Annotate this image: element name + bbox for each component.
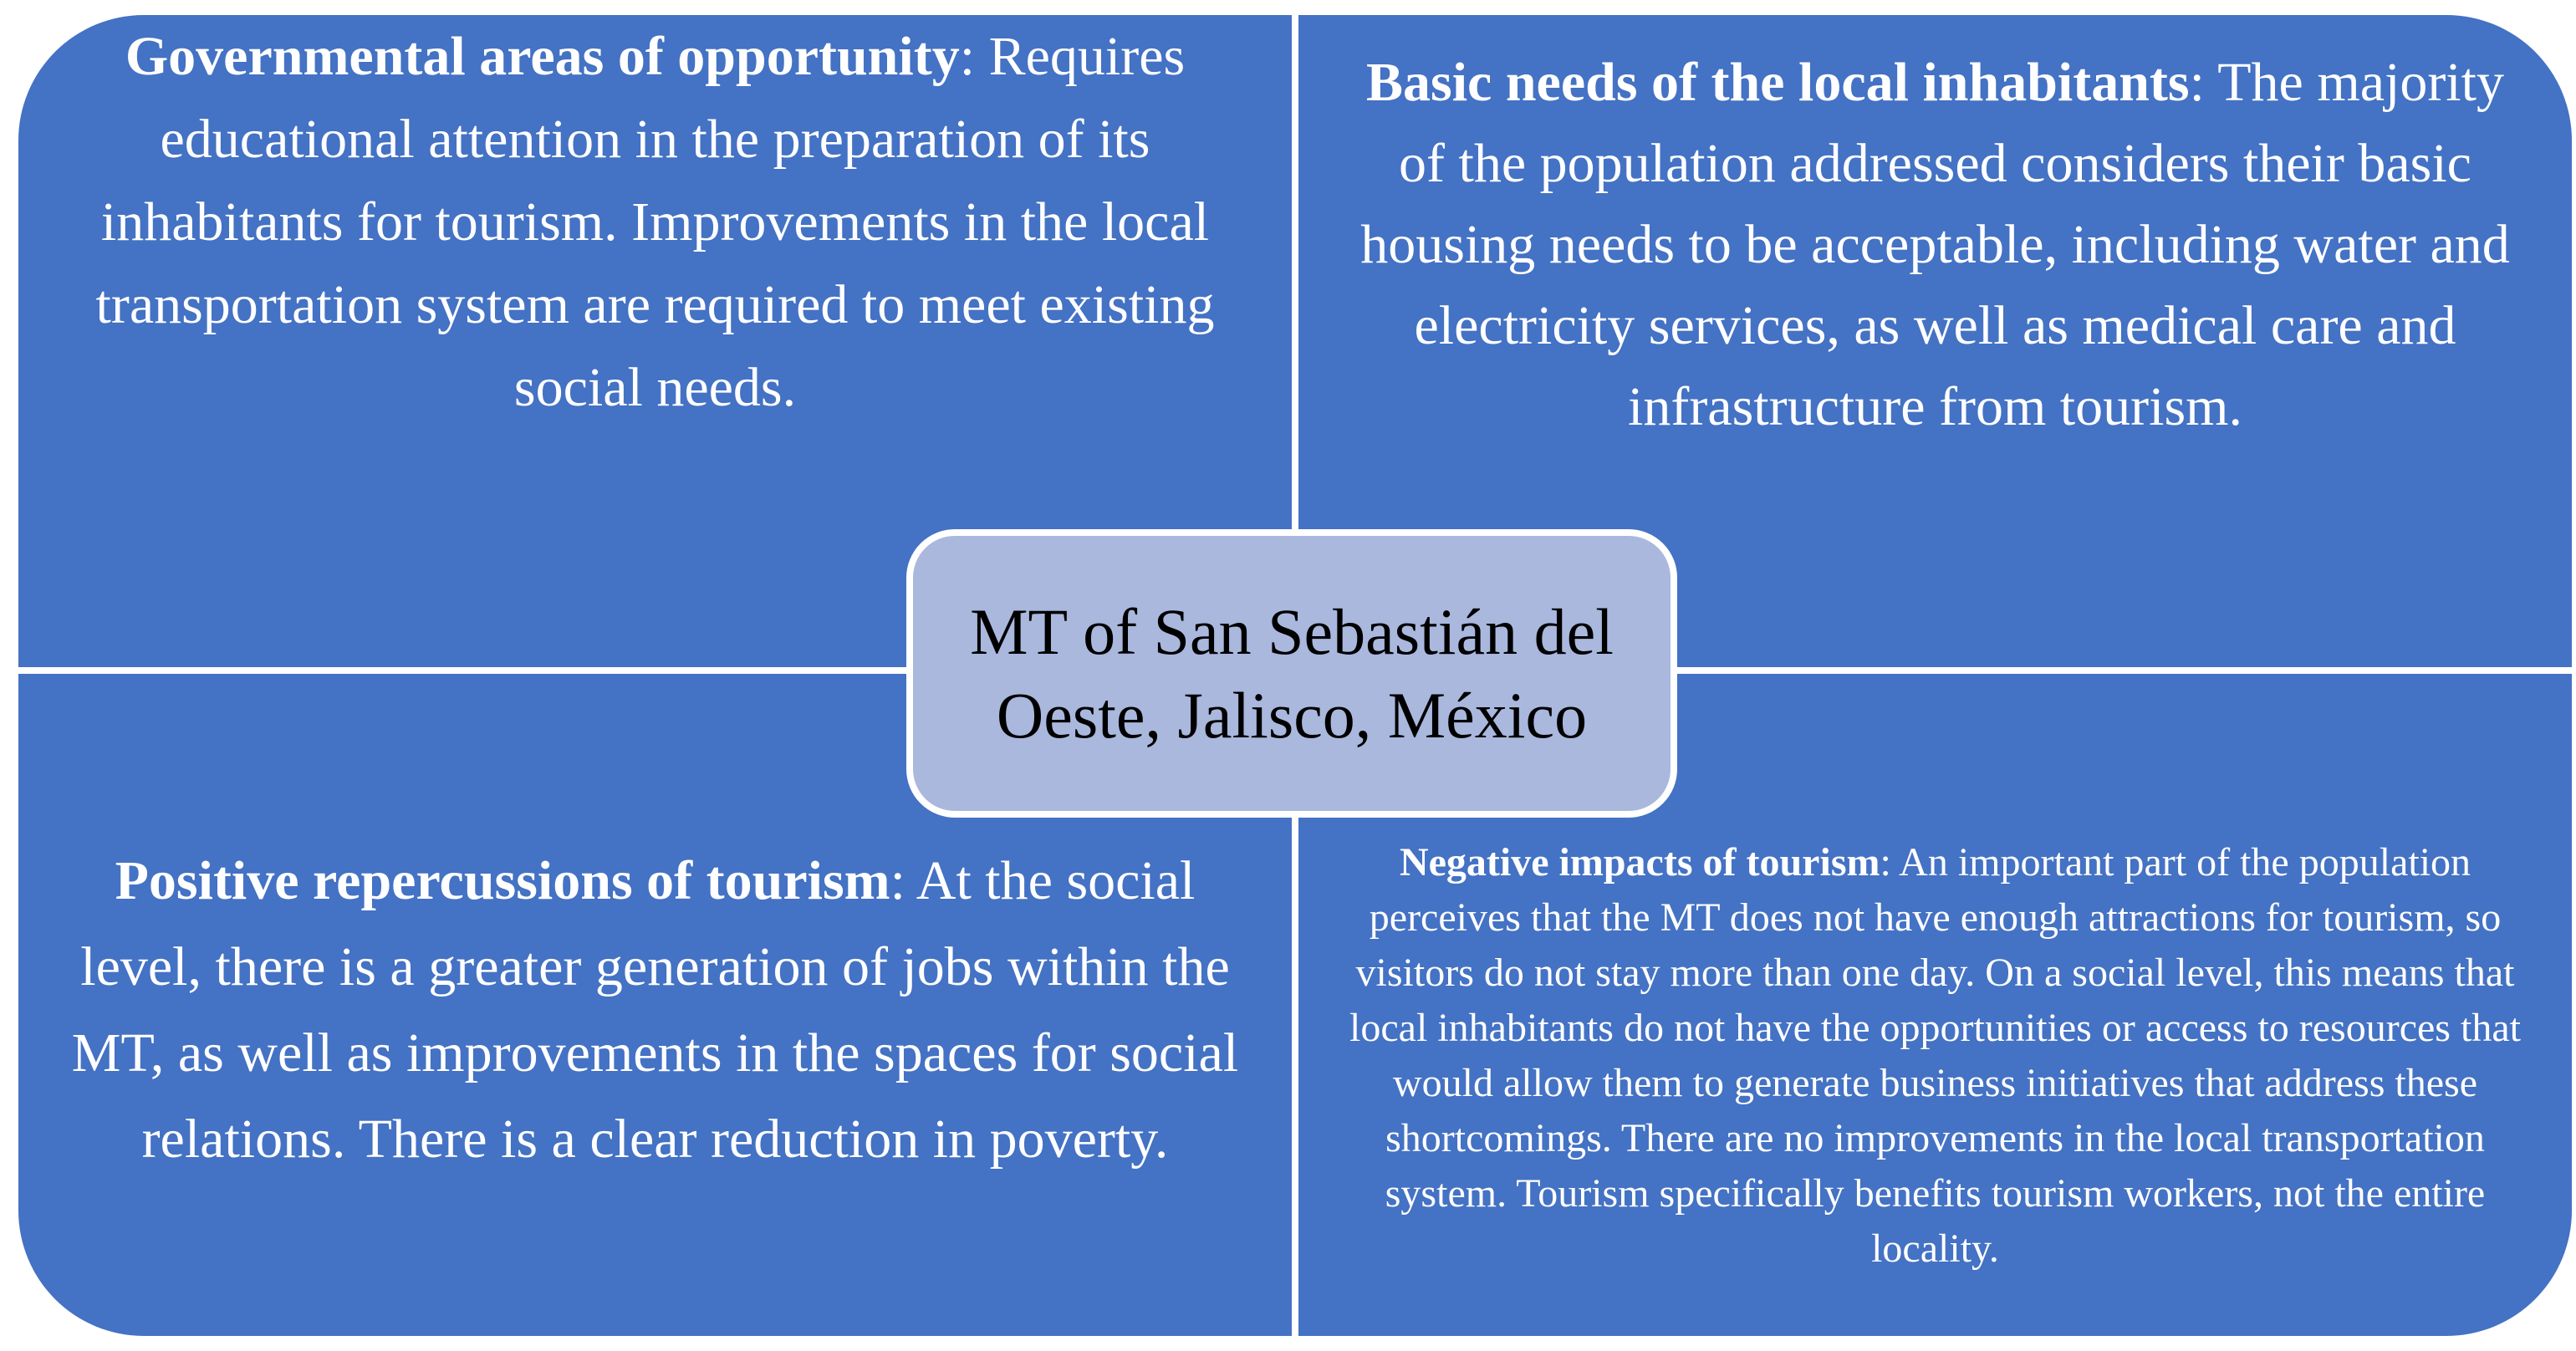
quadrant-text [18,15,1292,429]
center-topic-box [906,529,1677,818]
quadrant-body: The majority of the population addressed considers their basic housing needs to be acceptable, including water and electricity services, as well as medical care and infrastructure from tourism. [1360,52,2510,437]
heading-separator: : [959,26,976,87]
quadrant-heading: Basic needs of the local inhabitants [1366,52,2190,113]
quadrant-heading: Governmental areas of opportunity [125,26,960,87]
quadrant-body: At the social level, there is a greater generation of jobs within the MT, as well as improvements in the spaces for social relations. There is a clear reduction in poverty. [71,850,1239,1170]
heading-separator: : [890,850,905,911]
quadrant-text [18,838,1292,1182]
quadrant-heading: Positive repercussions of tourism [115,850,890,911]
center-topic-label: MT of San Sebastián del Oeste, Jalisco, México [970,594,1614,752]
quadrant-heading: Negative impacts of tourism [1399,840,1880,885]
quadrant-body: Requires educational attention in the preparation of its inhabitants for tourism. Improvements in the local transportation system are required to meet existing social needs. [95,26,1215,418]
quadrant-text [1298,42,2572,447]
quadrant-text [1298,835,2572,1277]
heading-separator: : [1880,840,1891,885]
quadrant-body: An important part of the population perceives that the MT does not have enough attractions for tourism, so visitors do not stay more than one day. On a social level, this means that local inhabitants do not have the opportunities or access to resources that would allow them to generate business initiatives that address these shortcomings. There are no improvements in the local transportation system. Tourism specifically benefits tourism workers, not the entire locality. [1349,840,2521,1271]
heading-separator: : [2189,52,2205,113]
